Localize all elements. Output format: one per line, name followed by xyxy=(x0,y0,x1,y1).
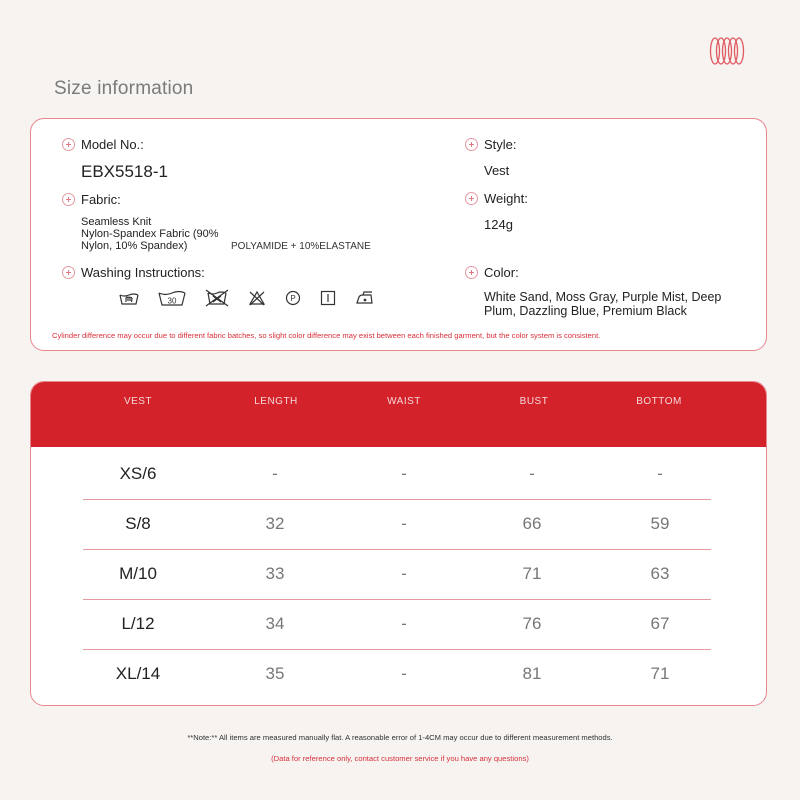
measurement-note: **Note:** All items are measured manually flat. A reasonable error of 1-4CM may occur due to different measurement methods. xyxy=(187,733,613,742)
fabric-line: Nylon-Spandex Fabric (90% xyxy=(81,228,219,240)
washing-label: Washing Instructions: xyxy=(81,265,205,280)
model-value: EBX5518-1 xyxy=(81,162,168,181)
header-waist: WAIST xyxy=(387,396,421,407)
weight-field xyxy=(465,191,528,232)
fabric-line: Nylon, 10% Spandex) xyxy=(81,240,188,252)
fabric-extra: POLYAMIDE + 10%ELASTANE xyxy=(231,241,371,252)
length-cell: 34 xyxy=(265,614,285,633)
color-line: White Sand, Moss Gray, Purple Mist, Deep xyxy=(484,290,722,304)
bottom-cell: 59 xyxy=(650,514,670,533)
wash-temp-text: 30 xyxy=(167,296,177,306)
brand-logo-icon xyxy=(709,36,745,66)
waist-cell: - xyxy=(401,564,407,583)
bottom-cell: 63 xyxy=(650,564,670,583)
model-label: Model No.: xyxy=(81,137,144,152)
table-header xyxy=(31,382,766,447)
color-label: Color: xyxy=(484,265,519,280)
bust-cell: - xyxy=(529,464,535,483)
plus-circle-icon xyxy=(465,266,478,279)
plus-circle-icon xyxy=(465,138,478,151)
header-length: LENGTH xyxy=(254,396,298,407)
header-bust: BUST xyxy=(519,396,549,407)
bust-cell: 76 xyxy=(522,614,542,633)
plus-circle-icon xyxy=(465,192,478,205)
bust-cell: 66 xyxy=(522,514,542,533)
product-info-card xyxy=(30,118,767,351)
reference-note: (Data for reference only, contact customer service if you have any questions) xyxy=(271,754,529,763)
waist-cell: - xyxy=(401,664,407,683)
plus-circle-icon xyxy=(62,138,75,151)
bust-cell: 71 xyxy=(522,564,542,583)
fabric-label: Fabric: xyxy=(81,192,121,207)
plus-circle-icon xyxy=(62,193,75,206)
no-tumble-dry-icon xyxy=(248,290,266,306)
washing-field xyxy=(62,265,205,280)
dry-clean-p-icon xyxy=(285,290,301,306)
bust-cell: 81 xyxy=(522,664,542,683)
page-title: Size information xyxy=(54,78,194,99)
waist-cell: - xyxy=(401,614,407,633)
size-cell: L/12 xyxy=(121,614,155,633)
length-cell: 33 xyxy=(265,564,285,583)
length-cell: - xyxy=(272,464,278,483)
dry-clean-text: P xyxy=(290,294,296,303)
header-vest: VEST xyxy=(123,396,153,407)
bottom-cell: 67 xyxy=(650,614,670,633)
table-row xyxy=(83,500,711,550)
table-row xyxy=(83,450,711,500)
style-value: Vest xyxy=(484,163,510,178)
length-cell: 35 xyxy=(265,664,285,683)
bottom-cell: 71 xyxy=(650,664,670,683)
no-bleach-icon xyxy=(205,289,229,307)
style-field xyxy=(465,137,517,178)
weight-label: Weight: xyxy=(484,191,528,206)
table-row xyxy=(83,650,711,700)
size-cell: M/10 xyxy=(119,564,157,583)
hand-wash-icon xyxy=(119,290,139,306)
waist-cell: - xyxy=(401,464,407,483)
fabric-field xyxy=(62,192,219,252)
size-table xyxy=(30,381,767,706)
model-field xyxy=(62,137,168,182)
table-row xyxy=(83,550,711,600)
size-cell: XS/6 xyxy=(119,464,157,483)
weight-value: 124g xyxy=(484,217,513,232)
low-iron-icon xyxy=(355,290,375,306)
size-cell: S/8 xyxy=(125,514,151,533)
table-row xyxy=(83,600,711,650)
plus-circle-icon xyxy=(62,266,75,279)
waist-cell: - xyxy=(401,514,407,533)
color-difference-note: Cylinder difference may occur due to different fabric batches, so slight color difference may exist between each finished garment, but the color system is consistent. xyxy=(52,331,601,340)
header-bottom: BOTTOM xyxy=(636,396,682,407)
wash-30-icon xyxy=(158,290,186,306)
bottom-cell: - xyxy=(657,464,663,483)
style-label: Style: xyxy=(484,137,517,152)
care-icons xyxy=(119,289,394,307)
color-field xyxy=(465,265,721,318)
line-dry-icon xyxy=(320,290,336,306)
length-cell: 32 xyxy=(265,514,285,533)
fabric-line: Seamless Knit xyxy=(81,216,152,228)
size-cell: XL/14 xyxy=(115,664,161,683)
color-line: Plum, Dazzling Blue, Premium Black xyxy=(484,304,687,318)
